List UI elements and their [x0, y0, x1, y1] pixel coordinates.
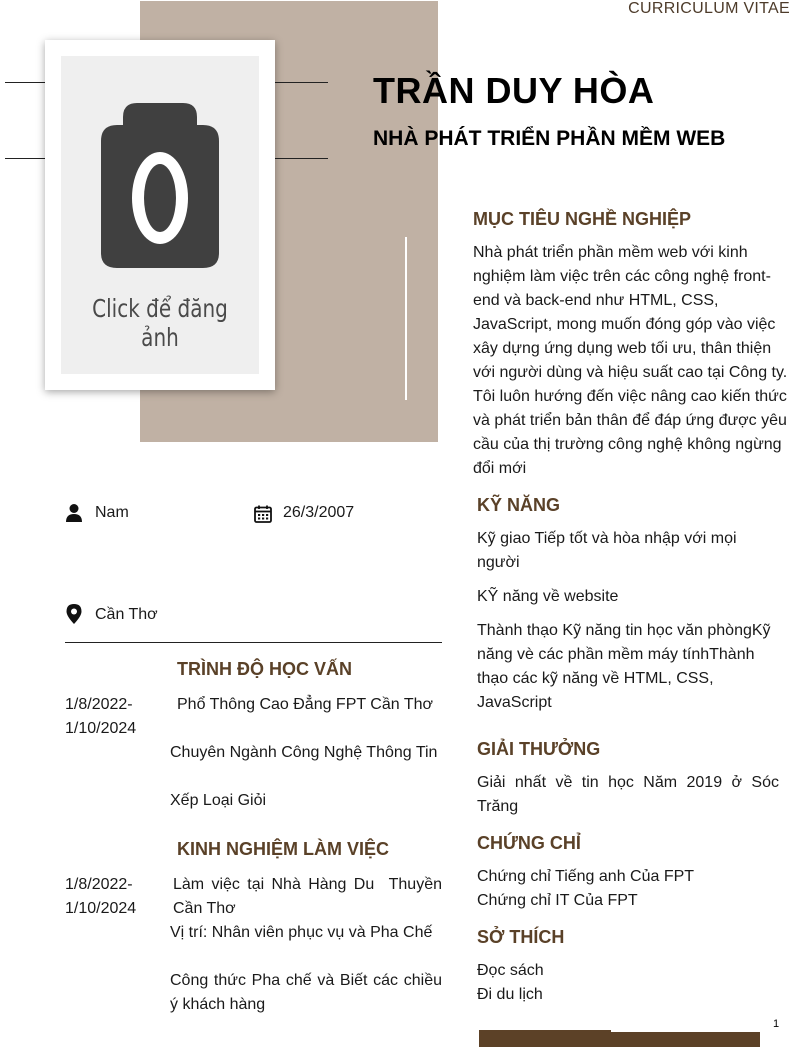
- certificate-item: Chứng chỉ Tiếng anh Của FPT: [477, 868, 695, 885]
- education-period-start: 1/8/2022-: [65, 696, 133, 713]
- certificates-title: CHỨNG CHỈ: [477, 833, 581, 853]
- skills-title: KỸ NĂNG: [477, 495, 561, 515]
- photo-upload-label: Click để đăng ảnh: [92, 294, 228, 352]
- skill-item: KỸ năng về website: [477, 588, 619, 605]
- gender-value: Nam: [95, 504, 129, 521]
- section-divider: [65, 642, 442, 643]
- education-major: Chuyên Ngành Công Nghệ Thông Tin: [170, 744, 438, 761]
- hobbies-title: SỞ THÍCH: [477, 927, 565, 947]
- experience-title: KINH NGHIỆM LÀM VIỆC: [177, 839, 390, 859]
- awards-title: GIẢI THƯỞNG: [477, 739, 601, 759]
- location-pin-icon: [64, 604, 84, 624]
- skill-item: Thành thạo Kỹ năng tin học văn phòngKỹ năng vè các phần mềm máy tínhThành thạo các kỹ năng về HTML, CSS, JavaScript: [477, 622, 771, 711]
- education-period-end: 1/10/2024: [65, 720, 137, 737]
- education-title: TRÌNH ĐỘ HỌC VẤN: [177, 659, 352, 679]
- experience-duty: Công thức Pha chế và Biết các chiều ý khách hàng: [170, 972, 442, 1013]
- hobby-item: Đi du lịch: [477, 986, 543, 1003]
- camera-icon: [101, 103, 219, 268]
- address-value: Cần Thơ: [95, 606, 158, 623]
- awards-text: Giải nhất về tin học Năm 2019 ở Sóc Trăng: [477, 774, 779, 815]
- experience-position: Vị trí: Nhân viên phục vụ và Pha Chế: [170, 924, 433, 941]
- education-rank: Xếp Loại Giỏi: [170, 792, 267, 809]
- candidate-name: TRẦN DUY HÒA: [373, 70, 655, 111]
- experience-period-end: 1/10/2024: [65, 900, 137, 917]
- objective-text: Nhà phát triển phần mềm web với kinh nghiệm làm việc trên các công nghệ front-end và back-end như HTML, CSS, JavaScript, mong muốn đóng góp vào việc xây dựng ứng dụng web tối ưu, thân thiện với người dùng và hiệu suất cao tại Công ty. Tôi luôn hướng đến việc nâng cao kiến thức và phát triển bản thân để đáp ứng được yêu cầu của thị trường công nghệ không ngừng đổi mới: [473, 244, 788, 477]
- candidate-role: NHÀ PHÁT TRIỂN PHẦN MỀM WEB: [373, 127, 726, 150]
- page-number: 1: [773, 1018, 780, 1030]
- photo-frame[interactable]: [45, 40, 275, 390]
- objective-title: MỤC TIÊU NGHỀ NGHIỆP: [473, 209, 692, 229]
- education-school: Phổ Thông Cao Đẳng FPT Cần Thơ: [177, 696, 433, 713]
- hobby-item: Đọc sách: [477, 962, 544, 979]
- user-icon: [64, 503, 84, 523]
- experience-period-start: 1/8/2022-: [65, 876, 133, 893]
- photo-upload-area[interactable]: [61, 56, 259, 374]
- decorative-vertical-line: [405, 237, 407, 400]
- calendar-icon: [253, 504, 273, 524]
- skill-item: Kỹ giao Tiếp tốt và hòa nhập với mọi người: [477, 530, 737, 571]
- experience-place: Làm việc tại Nhà Hàng Du Thuyền Cần Thơ: [173, 876, 447, 917]
- dob-value: 26/3/2007: [283, 504, 355, 521]
- footer-bar: [479, 1030, 760, 1047]
- cv-label: CURRICULUM VITAE: [628, 0, 790, 17]
- certificate-item: Chứng chỉ IT Của FPT: [477, 892, 638, 909]
